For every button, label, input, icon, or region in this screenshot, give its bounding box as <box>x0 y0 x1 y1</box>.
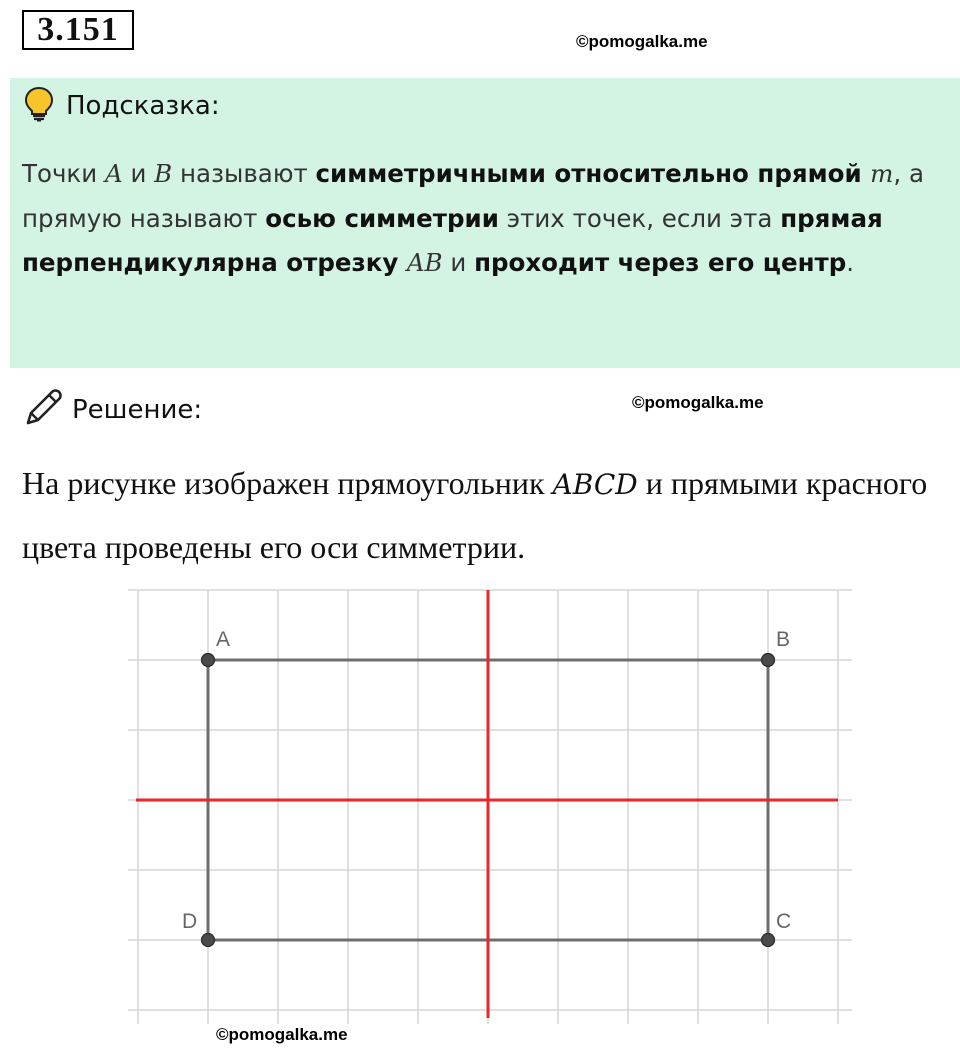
hint-segment: A <box>104 159 123 188</box>
task-number: 3.151 <box>22 10 134 50</box>
hint-text <box>22 152 942 286</box>
hint-header <box>22 88 220 124</box>
point-label-b: B <box>776 628 791 651</box>
hint-segment: проходит через его центр <box>474 248 847 277</box>
solution-title: Решение: <box>72 395 203 425</box>
rectangle-figure <box>120 578 860 1028</box>
solution-math: ABCD <box>552 468 638 501</box>
hint-segment: этих точек, если эта <box>498 203 781 233</box>
point-label-c: C <box>776 910 792 933</box>
point-label-a: A <box>216 628 231 651</box>
lightbulb-icon <box>22 86 56 127</box>
hint-segment: осью симметрии <box>265 203 499 233</box>
hint-segment: симметричными относительно прямой <box>315 159 871 188</box>
point-b <box>762 654 775 667</box>
watermark: ©pomogalka.me <box>216 1025 348 1044</box>
hint-segment: и <box>442 248 475 277</box>
hint-title: Подсказка: <box>66 91 220 121</box>
hint-segment: прямая перпендикулярна отрезку <box>22 203 883 277</box>
solution-header <box>22 390 202 430</box>
hint-segment: . <box>846 248 855 277</box>
watermark: ©pomogalka.me <box>632 393 764 412</box>
solution-text-after: и прямыми красного цвета проведены его оси симметрии. <box>22 465 928 565</box>
hint-segment: и <box>122 159 155 188</box>
solution-text-before: На рисунке изображен прямоугольник <box>22 465 553 501</box>
solution-text <box>22 452 942 578</box>
watermark: ©pomogalka.me <box>576 32 708 51</box>
hint-segment: AB <box>406 248 443 277</box>
hint-segment: называют <box>172 159 316 188</box>
hint-segment: , а прямую называют <box>22 159 924 233</box>
point-d <box>202 934 215 947</box>
hint-segment: B <box>154 159 173 188</box>
hint-segment: m <box>870 159 894 188</box>
point-label-d: D <box>182 910 198 933</box>
point-a <box>202 654 215 667</box>
pencil-icon <box>22 387 64 434</box>
point-c <box>762 934 775 947</box>
hint-segment: Точки <box>22 159 105 188</box>
